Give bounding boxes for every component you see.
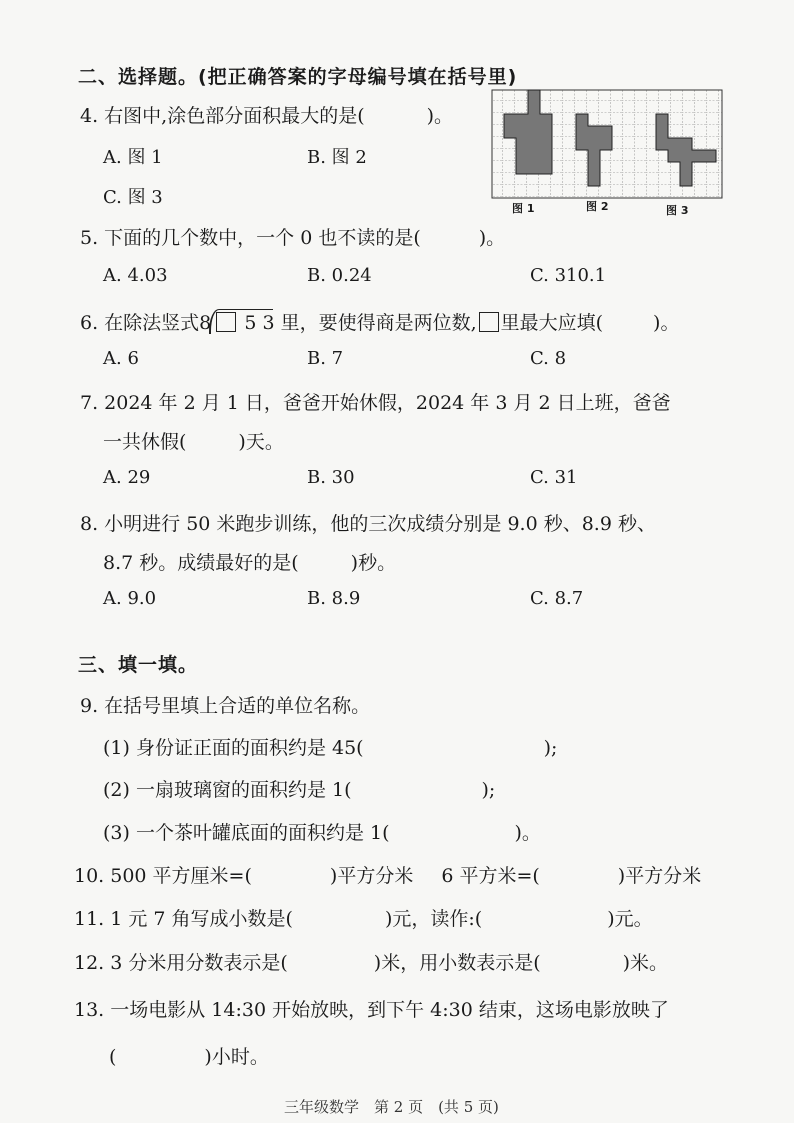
q6-option-b: B. 7 (307, 348, 344, 369)
question-8-close: )秒。 (350, 552, 397, 574)
question-6-text-before: 6. 在除法竖式8 (80, 312, 212, 334)
q5-option-a: A. 4.03 (103, 265, 168, 286)
q9-item-1-text: (1) 身份证正面的面积约是 45( (103, 737, 364, 759)
q9-item-1-close: ); (543, 737, 558, 759)
digit-box-inline (479, 312, 499, 332)
question-9-item-3 (103, 818, 541, 845)
q8-option-c: C. 8.7 (530, 588, 584, 609)
q9-item-2-close: ); (481, 779, 496, 801)
question-8-line1: 8. 小明进行 50 米跑步训练，他的三次成绩分别是 9.0 秒、8.9 秒、 (80, 513, 656, 535)
question-5-text: 5. 下面的几个数中，一个 0 也不读的是( (80, 227, 421, 249)
q7-option-b: B. 30 (307, 467, 355, 488)
question-13-line2 (109, 1042, 269, 1069)
section-title-fill: 三、填一填。 (78, 654, 199, 676)
question-9-item-1 (103, 733, 557, 760)
q4-option-b: B. 图 2 (307, 147, 367, 168)
question-7-close: )天。 (238, 431, 284, 453)
question-11 (74, 904, 653, 931)
q7-option-a: A. 29 (103, 467, 151, 488)
question-6-text-after2: 里最大应填( (500, 312, 604, 334)
q8-option-b: B. 8.9 (307, 588, 361, 609)
division-bracket (211, 312, 274, 334)
question-9-item-2 (103, 775, 495, 802)
question-5 (80, 223, 505, 250)
q10-part2: 6 平方米=( (441, 865, 540, 887)
q9-item-3-text: (3) 一个茶叶罐底面的面积约是 1( (103, 822, 390, 844)
digit-box[interactable] (216, 312, 236, 332)
question-6-text-after: 里，要使得商是两位数, (280, 312, 477, 334)
q13-open: ( (109, 1046, 117, 1068)
question-4-text: 4. 右图中,涂色部分面积最大的是( (80, 105, 365, 127)
question-8-text: 8.7 秒。成绩最好的是( (103, 552, 299, 574)
q4-option-c: C. 图 3 (103, 187, 163, 208)
q12-text: 12. 3 分米用分数表示是( (74, 952, 288, 974)
q10-part1: 10. 500 平方厘米=( (74, 865, 252, 887)
q6-option-c: C. 8 (530, 348, 567, 369)
figure-2-label: 图 2 (586, 200, 609, 213)
q8-option-a: A. 9.0 (103, 588, 157, 609)
q4-option-a: A. 图 1 (103, 147, 163, 168)
question-8-line2 (103, 548, 396, 575)
division-digits: 5 3 (244, 312, 275, 334)
q10-part2-close: )平方分米 (617, 865, 702, 887)
q7-option-c: C. 31 (530, 467, 578, 488)
question-13-line1: 13. 一场电影从 14:30 开始放映，到下午 4:30 结束，这场电影放映了 (74, 999, 669, 1021)
q9-item-2-text: (2) 一扇玻璃窗的面积约是 1( (103, 779, 352, 801)
question-7-line1: 7. 2024 年 2 月 1 日，爸爸开始休假，2024 年 3 月 2 日上班，爸爸 (80, 392, 671, 414)
question-7-line2 (103, 427, 284, 454)
q12-close: )米。 (622, 952, 669, 974)
figure-1-label: 图 1 (512, 202, 535, 215)
q6-option-a: A. 6 (103, 348, 139, 369)
q11-mid: )元，读作:( (384, 908, 483, 930)
q9-item-3-close: )。 (514, 822, 541, 844)
section-title-choice: 二、选择题。(把正确答案的字母编号填在括号里) (78, 66, 518, 88)
page-footer: 三年级数学 第 2 页 (共 5 页) (284, 1098, 499, 1116)
q5-option-c: C. 310.1 (530, 265, 607, 286)
question-4 (80, 101, 453, 128)
q11-text: 11. 1 元 7 角写成小数是( (74, 908, 293, 930)
question-7-text: 一共休假( (103, 431, 187, 453)
question-5-close: )。 (478, 227, 506, 249)
question-4-close: )。 (426, 105, 454, 127)
q10-part1-close: )平方分米 (329, 865, 414, 887)
figure-3-label: 图 3 (666, 204, 689, 217)
shaded-grids-figure (490, 88, 726, 220)
question-9: 9. 在括号里填上合适的单位名称。 (80, 695, 371, 717)
q13-close: )小时。 (204, 1046, 269, 1068)
q11-close: )元。 (607, 908, 653, 930)
q5-option-b: B. 0.24 (307, 265, 372, 286)
q12-mid: )米，用小数表示是( (373, 952, 541, 974)
question-10 (74, 861, 701, 888)
question-12 (74, 948, 668, 975)
question-6-close: )。 (653, 312, 680, 334)
question-6 (80, 308, 679, 335)
